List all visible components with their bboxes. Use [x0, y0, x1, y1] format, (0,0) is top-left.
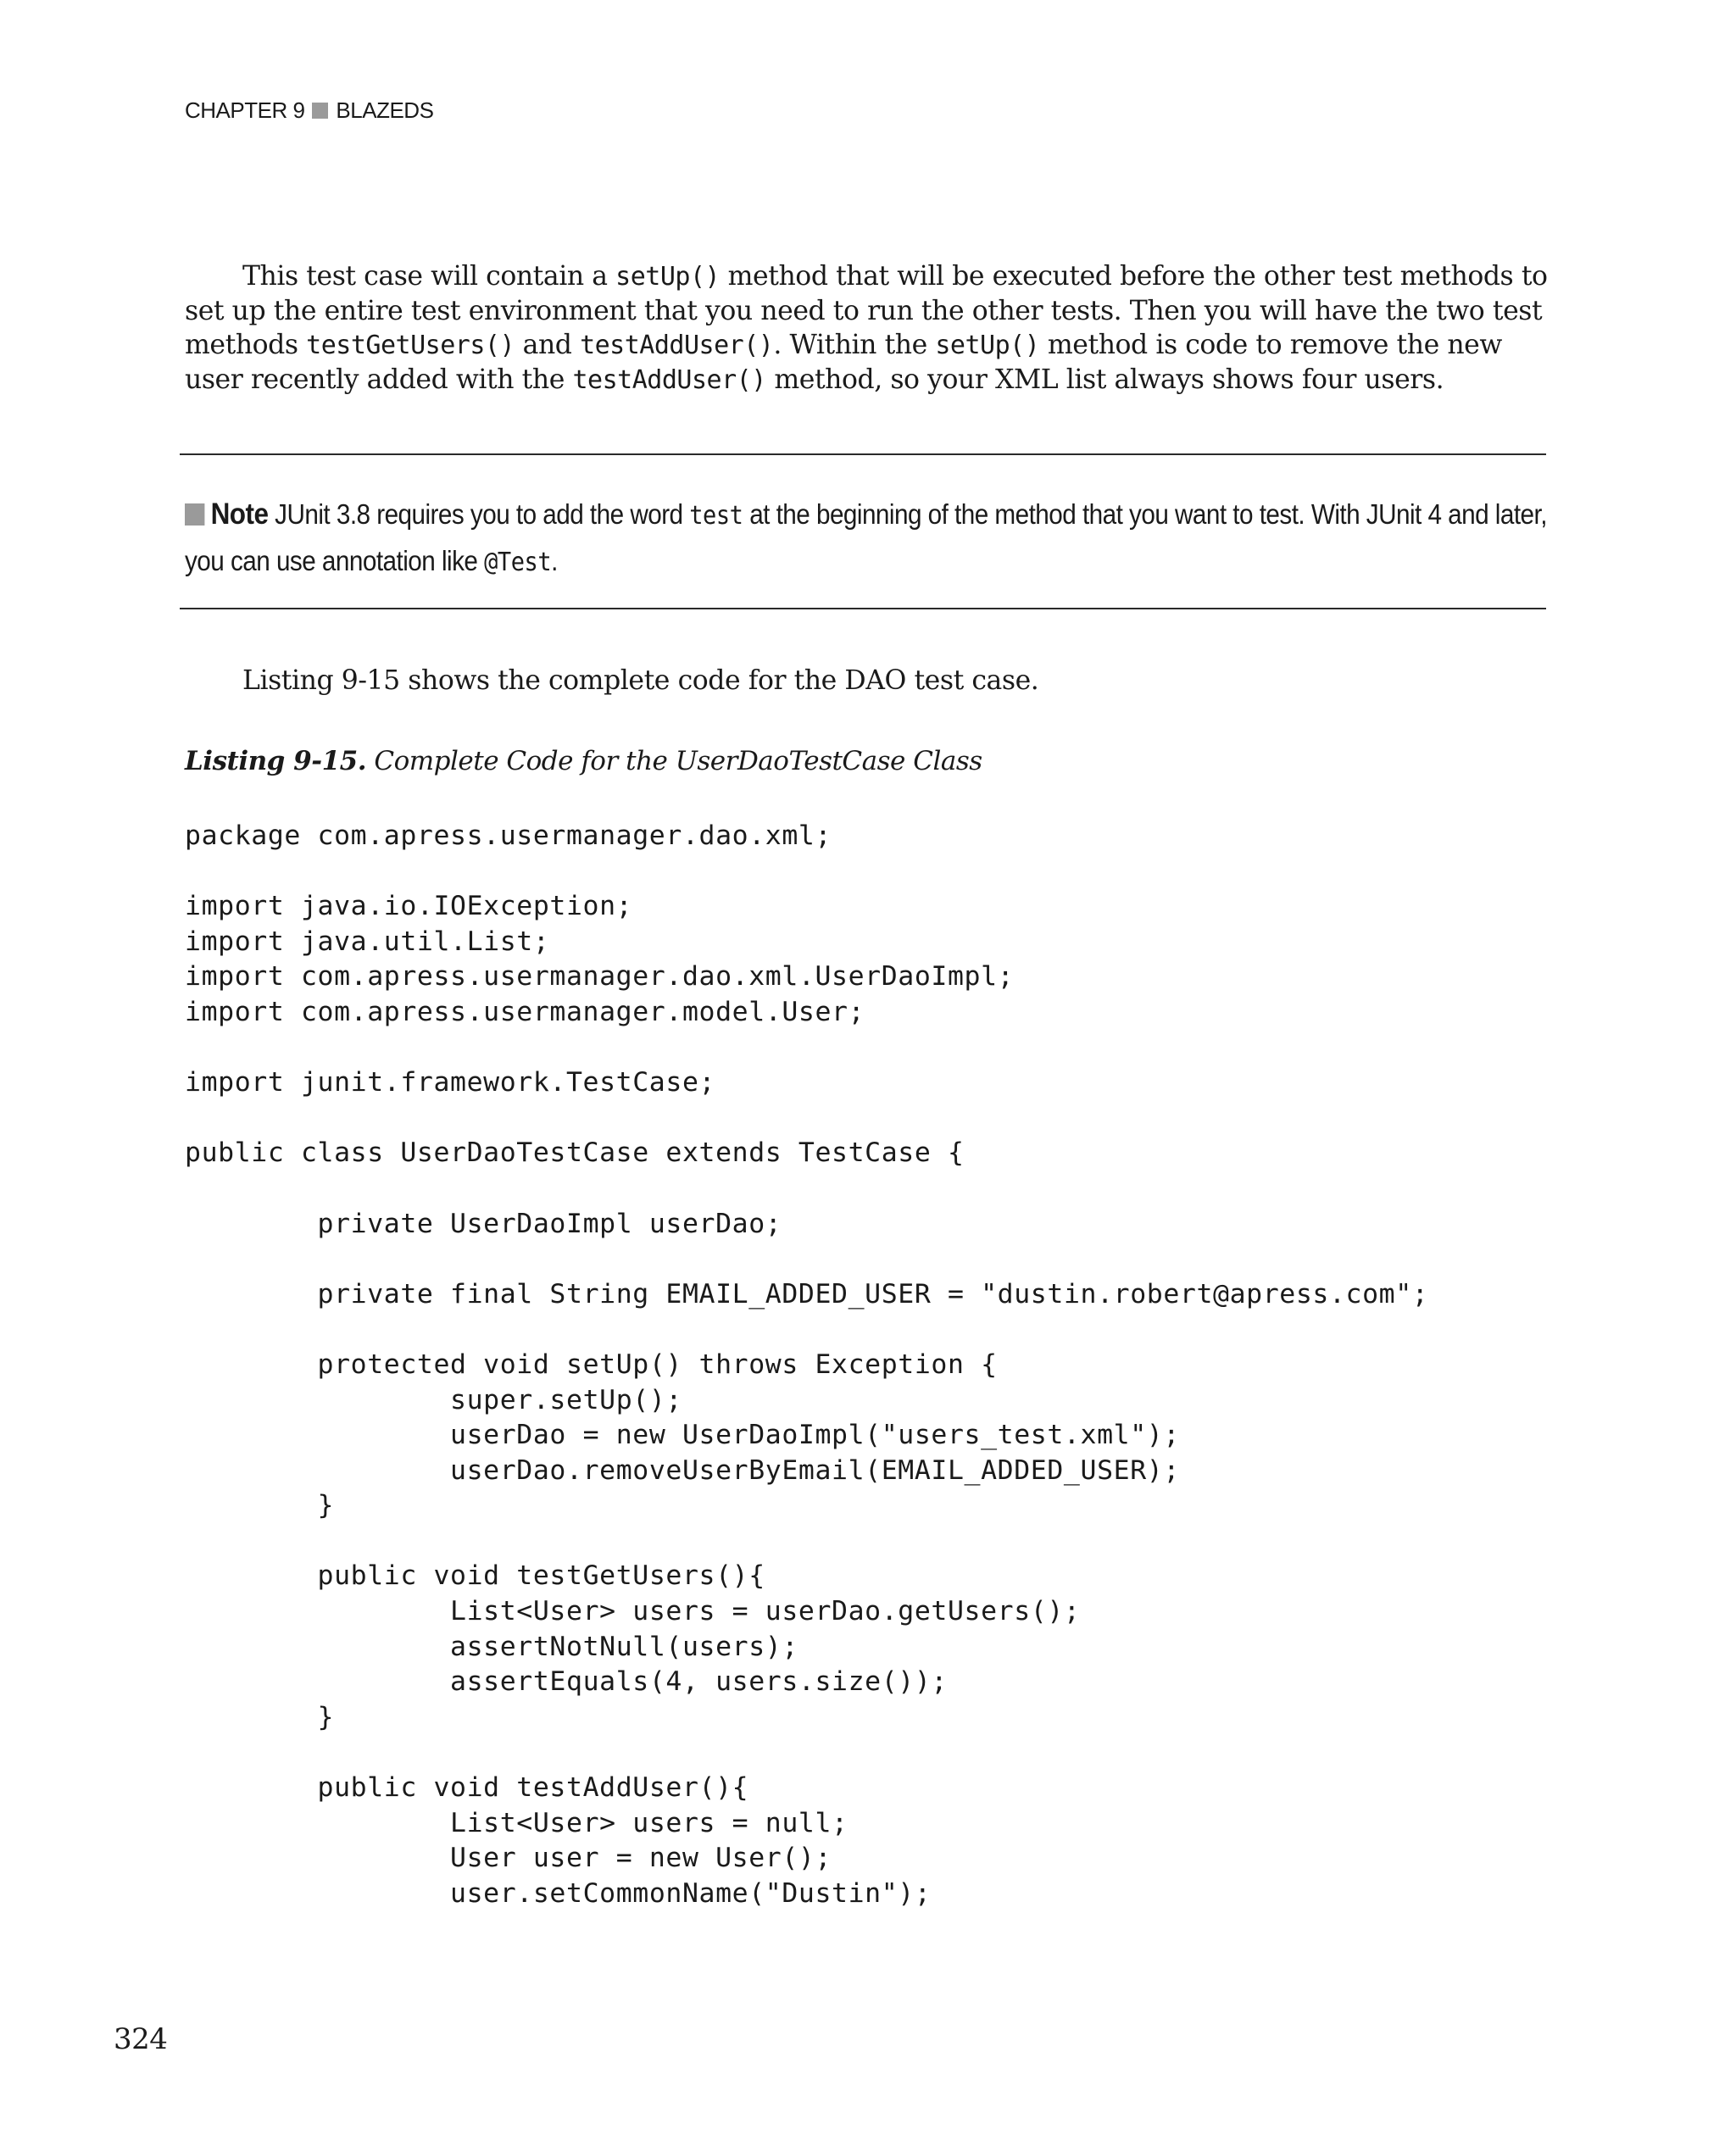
code-line: userDao = new UserDaoImpl("users_test.xml");	[185, 1420, 1180, 1451]
code-line: private final String EMAIL_ADDED_USER = "dustin.robert@apress.com";	[185, 1278, 1429, 1310]
text-run: method that will be executed before the other test methods to set up the entire test environment that you need to run the other tests. Then you will have the two test methods	[185, 261, 1548, 360]
text-run: at the beginning of the method that you want to test. With JUnit 4 and later, you can use annotation like	[185, 498, 1547, 576]
text-run: and	[515, 330, 581, 360]
inline-code: test	[689, 501, 743, 531]
listing-title: Complete Code for the UserDaoTestCase Class	[366, 746, 982, 776]
code-line: import java.io.IOException;	[185, 891, 633, 922]
note-bottom-rule	[180, 608, 1546, 609]
chapter-label: CHAPTER 9	[185, 97, 305, 123]
code-line: user.setCommonName("Dustin");	[185, 1877, 932, 1909]
code-line: public class UserDaoTestCase extends TestCase {	[185, 1137, 965, 1169]
code-line	[185, 1524, 1428, 1560]
listing-intro-paragraph	[185, 664, 1551, 698]
code-line: protected void setUp() throws Exception {	[185, 1349, 998, 1380]
code-line: }	[185, 1701, 335, 1732]
inline-code: setUp()	[615, 262, 721, 292]
code-line: import junit.framework.TestCase;	[185, 1067, 716, 1098]
text-run: method, so your XML list always shows four users.	[765, 364, 1444, 395]
code-line: }	[185, 1490, 335, 1521]
code-line: List<User> users = null;	[185, 1807, 849, 1838]
note-top-rule	[180, 453, 1546, 455]
square-bullet-icon	[312, 103, 328, 119]
code-line	[185, 854, 1428, 890]
page-number: 324	[114, 2022, 168, 2056]
code-line: public void testGetUsers(){	[185, 1560, 765, 1592]
code-line	[185, 1242, 1428, 1277]
note-box	[185, 492, 1550, 585]
chapter-title: BLAZEDS	[336, 97, 434, 123]
code-line	[185, 1031, 1428, 1066]
code-line: public void testAddUser(){	[185, 1772, 749, 1804]
code-line: super.setUp();	[185, 1384, 682, 1415]
note-label: Note	[210, 498, 269, 531]
code-line	[185, 1101, 1428, 1137]
listing-caption	[185, 746, 982, 776]
text-run: Listing 9-15 shows the complete code for the DAO test case.	[242, 665, 1039, 696]
code-listing	[185, 819, 1428, 1911]
intro-paragraph	[185, 259, 1551, 398]
code-line: package com.apress.usermanager.dao.xml;	[185, 820, 832, 851]
text-run: This test case will contain a	[242, 261, 616, 292]
square-bullet-icon	[185, 503, 204, 526]
inline-code: testAddUser()	[572, 365, 766, 395]
listing-label: Listing 9-15.	[185, 746, 366, 776]
text-run: . Within the	[773, 330, 936, 360]
text-run: method is code to remove the new user recently added with the	[185, 330, 1502, 395]
inline-code: testGetUsers()	[306, 331, 515, 360]
inline-code: @Test	[484, 548, 552, 577]
code-line: import com.apress.usermanager.model.User;	[185, 996, 865, 1027]
code-line: userDao.removeUserByEmail(EMAIL_ADDED_USER);	[185, 1454, 1180, 1486]
code-line	[185, 1171, 1428, 1207]
code-line: import com.apress.usermanager.dao.xml.UserDaoImpl;	[185, 961, 1015, 993]
code-line	[185, 1312, 1428, 1348]
text-run: JUnit 3.8 requires you to add the word	[268, 498, 690, 530]
code-line: assertNotNull(users);	[185, 1631, 798, 1662]
inline-code: testAddUser()	[580, 331, 774, 360]
code-line	[185, 1735, 1428, 1771]
inline-code: setUp()	[935, 331, 1040, 360]
code-line: assertEquals(4, users.size());	[185, 1666, 948, 1698]
code-line: private UserDaoImpl userDao;	[185, 1208, 782, 1239]
text-run: .	[551, 545, 558, 576]
running-head	[185, 97, 433, 124]
code-line: User user = new User();	[185, 1843, 832, 1874]
code-line: import java.util.List;	[185, 926, 550, 957]
code-line: List<User> users = userDao.getUsers();	[185, 1596, 1081, 1627]
